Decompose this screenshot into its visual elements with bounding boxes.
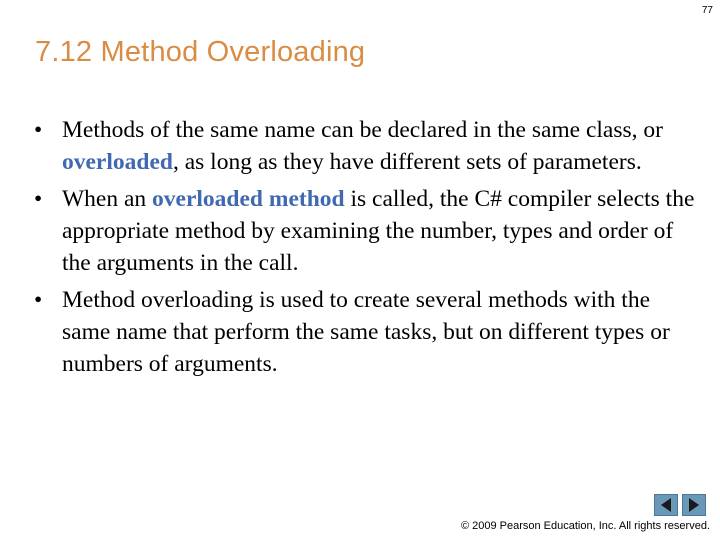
bullet-item [30, 284, 700, 380]
bullet-dot: • [34, 117, 43, 143]
bullet-item [30, 183, 700, 279]
bullet-list [30, 114, 700, 385]
next-slide-button[interactable] [682, 494, 706, 516]
bullet-text: is called, the C# compiler selects the appropriate method by examining the number, types and order of the arguments in the call. [62, 186, 695, 276]
highlight-term: overloaded [62, 149, 173, 175]
slide-title: 7.12 Method Overloading [35, 36, 366, 68]
triangle-right-icon [689, 498, 699, 512]
bullet-text: Methods of the same name can be declared in the same class, or [62, 117, 663, 143]
bullet-text: , as long as they have different sets of parameters. [172, 149, 642, 175]
page-number: 77 [701, 5, 713, 16]
copyright-notice: © 2009 Pearson Education, Inc. All rights reserved. [460, 520, 710, 532]
previous-slide-button[interactable] [654, 494, 678, 516]
triangle-left-icon [661, 498, 671, 512]
highlight-term: overloaded method [152, 186, 345, 212]
bullet-dot: • [34, 186, 43, 212]
bullet-text: When an [62, 186, 153, 212]
bullet-text: Method overloading is used to create several methods with the same name that perform the same tasks, but on different types or numbers of arguments. [62, 287, 670, 377]
bullet-item [30, 114, 700, 178]
bullet-dot: • [34, 287, 43, 313]
slide-navigation [654, 494, 706, 516]
